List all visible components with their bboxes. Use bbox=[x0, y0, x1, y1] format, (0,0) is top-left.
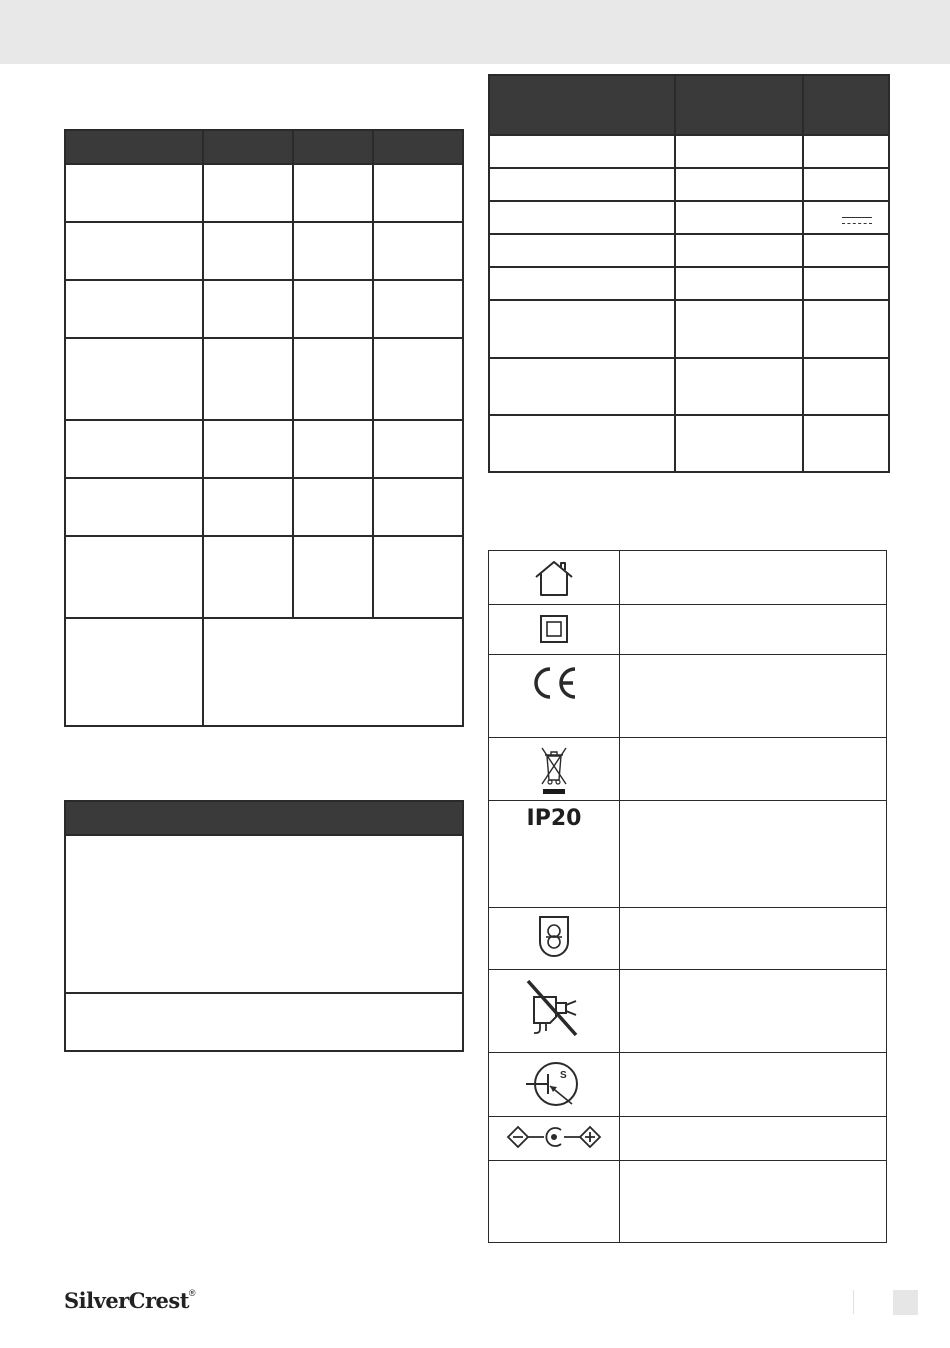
table-cell bbox=[65, 618, 203, 726]
table-header-row bbox=[65, 130, 463, 164]
table-cell bbox=[65, 993, 463, 1051]
table-cell bbox=[373, 420, 463, 478]
direct-current-icon bbox=[842, 217, 872, 224]
symbol-cell bbox=[489, 1117, 620, 1161]
table-row bbox=[489, 970, 887, 1053]
table-cell bbox=[373, 280, 463, 338]
table-cell bbox=[803, 135, 889, 168]
table-row bbox=[489, 358, 889, 415]
ce-mark-icon bbox=[529, 663, 579, 703]
symbol-cell bbox=[489, 801, 620, 908]
crossed-bin-icon bbox=[538, 744, 570, 796]
short-circuit-proof-icon bbox=[524, 1057, 584, 1109]
table-cell bbox=[675, 201, 803, 234]
table-cell bbox=[803, 267, 889, 300]
table-cell bbox=[489, 135, 675, 168]
table-cell bbox=[65, 420, 203, 478]
table-row bbox=[65, 835, 463, 993]
table-cell bbox=[293, 280, 373, 338]
table-row bbox=[489, 801, 887, 908]
table-row bbox=[65, 478, 463, 536]
symbol-cell bbox=[489, 970, 620, 1053]
brand-logo bbox=[64, 1288, 196, 1312]
table-cell bbox=[373, 536, 463, 618]
table-row bbox=[65, 420, 463, 478]
table-cell bbox=[489, 358, 675, 415]
table-header-cell bbox=[373, 130, 463, 164]
table-row bbox=[65, 222, 463, 280]
table-header-cell bbox=[203, 130, 293, 164]
table-cell bbox=[489, 168, 675, 201]
table-header-cell bbox=[489, 75, 675, 135]
table-row bbox=[489, 1053, 887, 1117]
table-cell bbox=[373, 222, 463, 280]
table-cell bbox=[675, 300, 803, 358]
polarity-icon bbox=[506, 1124, 602, 1150]
table-row bbox=[489, 415, 889, 472]
table-row bbox=[65, 164, 463, 222]
page-number-box bbox=[893, 1290, 918, 1315]
table-header-row bbox=[489, 75, 889, 135]
table-cell bbox=[203, 536, 293, 618]
ip20-rating-icon: IP20 bbox=[526, 806, 582, 831]
table-row bbox=[65, 338, 463, 420]
table-cell bbox=[489, 415, 675, 472]
symbol-description-cell bbox=[620, 1117, 887, 1161]
table-cell bbox=[489, 201, 675, 234]
page-number-divider bbox=[853, 1290, 854, 1314]
table-cell bbox=[803, 358, 889, 415]
table-cell bbox=[65, 835, 463, 993]
symbol-description-cell bbox=[620, 1161, 887, 1243]
table-cell bbox=[65, 478, 203, 536]
table-cell bbox=[803, 234, 889, 267]
page-header-bar bbox=[0, 0, 950, 64]
table-cell-merged bbox=[203, 618, 463, 726]
table-row bbox=[489, 300, 889, 358]
table-cell bbox=[203, 280, 293, 338]
table-cell bbox=[675, 135, 803, 168]
table-header-cell bbox=[803, 75, 889, 135]
table-row bbox=[489, 168, 889, 201]
table-header-row bbox=[65, 801, 463, 835]
no-plug-adapter-icon bbox=[522, 977, 586, 1041]
table-cell bbox=[373, 164, 463, 222]
table-cell bbox=[65, 338, 203, 420]
symbol-cell bbox=[489, 605, 620, 655]
table-row bbox=[489, 605, 887, 655]
table-row bbox=[489, 135, 889, 168]
symbol-description-cell bbox=[620, 970, 887, 1053]
symbol-description-cell bbox=[620, 908, 887, 970]
table-row bbox=[65, 618, 463, 726]
table-cell bbox=[373, 478, 463, 536]
table-cell bbox=[203, 164, 293, 222]
table-cell bbox=[203, 420, 293, 478]
symbol-description-cell bbox=[620, 605, 887, 655]
table-row bbox=[489, 267, 889, 300]
table-cell bbox=[293, 478, 373, 536]
symbol-cell bbox=[489, 655, 620, 738]
table-cell bbox=[803, 201, 889, 234]
table-cell bbox=[293, 164, 373, 222]
table-cell bbox=[803, 415, 889, 472]
table-header-cell bbox=[293, 130, 373, 164]
table-cell bbox=[675, 234, 803, 267]
table-cell bbox=[489, 300, 675, 358]
output-data-table bbox=[488, 74, 890, 473]
symbol-description-cell bbox=[620, 551, 887, 605]
table-cell bbox=[675, 358, 803, 415]
table-cell bbox=[293, 222, 373, 280]
symbol-cell bbox=[489, 738, 620, 801]
table-cell bbox=[203, 222, 293, 280]
table-cell bbox=[65, 222, 203, 280]
table-cell bbox=[65, 280, 203, 338]
table-cell bbox=[803, 300, 889, 358]
svg-text:S: S bbox=[560, 1070, 567, 1081]
table-cell bbox=[373, 338, 463, 420]
table-row bbox=[489, 1161, 887, 1243]
safety-transformer-icon bbox=[537, 914, 571, 960]
table-cell bbox=[675, 168, 803, 201]
table-cell bbox=[489, 267, 675, 300]
symbols-table bbox=[488, 550, 887, 1243]
table-cell bbox=[203, 338, 293, 420]
table-cell bbox=[803, 168, 889, 201]
table-cell bbox=[293, 420, 373, 478]
table-cell bbox=[675, 415, 803, 472]
table-header-cell bbox=[675, 75, 803, 135]
double-square-icon bbox=[539, 614, 569, 644]
info-box-table bbox=[64, 800, 464, 1052]
table-row bbox=[65, 993, 463, 1051]
table-cell bbox=[489, 234, 675, 267]
table-cell bbox=[203, 478, 293, 536]
table-row bbox=[65, 536, 463, 618]
table-row bbox=[489, 551, 887, 605]
symbol-cell bbox=[489, 551, 620, 605]
symbol-cell bbox=[489, 1053, 620, 1117]
brand-logo-text: SilverCrest bbox=[64, 1288, 189, 1313]
house-icon bbox=[532, 559, 576, 599]
symbol-description-cell bbox=[620, 655, 887, 738]
symbol-description-cell bbox=[620, 738, 887, 801]
table-cell bbox=[65, 164, 203, 222]
registered-mark: ® bbox=[188, 1288, 196, 1298]
table-row bbox=[489, 201, 889, 234]
symbol-cell bbox=[489, 1161, 620, 1243]
table-row bbox=[489, 234, 889, 267]
table-cell bbox=[293, 338, 373, 420]
table-cell bbox=[65, 536, 203, 618]
technical-data-table bbox=[64, 129, 464, 727]
table-row bbox=[489, 1117, 887, 1161]
symbol-cell bbox=[489, 908, 620, 970]
table-header-cell bbox=[65, 130, 203, 164]
table-header-cell bbox=[65, 801, 463, 835]
table-row bbox=[489, 908, 887, 970]
table-row bbox=[489, 738, 887, 801]
table-cell bbox=[675, 267, 803, 300]
table-row bbox=[489, 655, 887, 738]
table-cell bbox=[293, 536, 373, 618]
table-row bbox=[65, 280, 463, 338]
symbol-description-cell bbox=[620, 801, 887, 908]
symbol-description-cell bbox=[620, 1053, 887, 1117]
